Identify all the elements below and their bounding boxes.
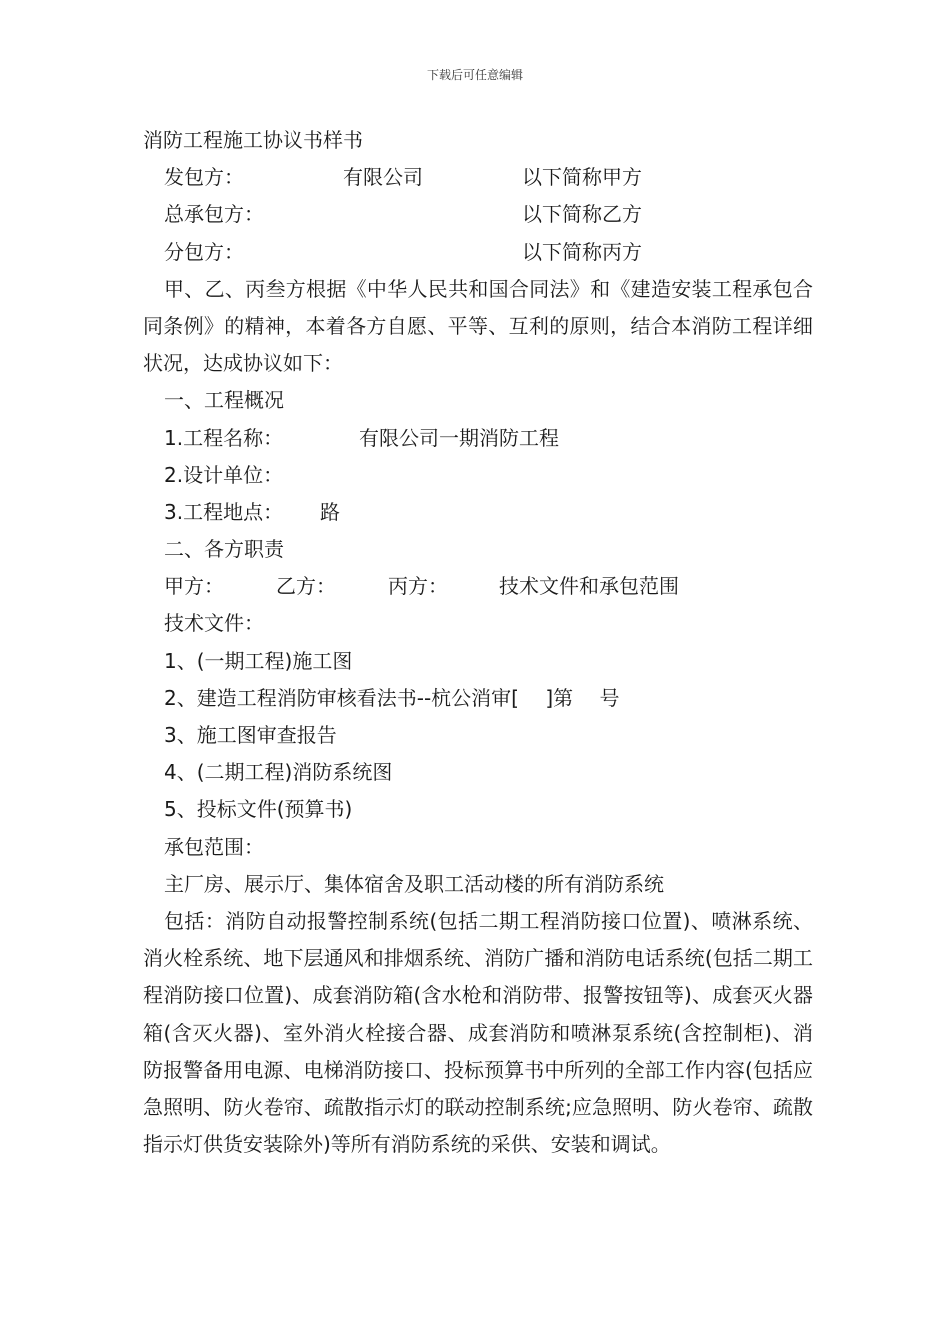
field-value: 有限公司一期消防工程 [359,425,559,450]
project-location-row [143,494,813,531]
field-value: 路 [320,499,340,524]
party-value: 有限公司 [343,165,423,190]
tech-doc-item: 1、(一期工程)施工图 [164,648,353,673]
party-alias: 以下简称甲方 [522,165,642,190]
party-label: 分包方： [164,239,244,264]
tech-docs-heading: 技术文件： [164,611,264,636]
document-body [143,122,813,1163]
field-label: 2.设计单位： [164,462,284,487]
party-c-label: 丙方： [388,574,448,599]
field-label: 1.工程名称： [164,425,284,450]
party-row-employer [143,159,813,196]
scope-heading: 承包范围： [164,834,264,859]
party-alias: 以下简称乙方 [522,202,642,227]
party-alias: 以下简称丙方 [522,239,642,264]
party-label: 总承包方： [164,202,264,227]
tech-scope-label: 技术文件和承包范围 [499,574,679,599]
section-heading: 一、工程概况 [164,388,284,413]
design-unit-row [143,457,813,494]
scope-detail-paragraph: 包括：消防自动报警控制系统(包括二期工程消防接口位置)、喷淋系统、消火栓系统、地下层通风和排烟系统、消防广播和消防电话系统(包括二期工程消防接口位置)、成套消防箱(含水枪和消防带、报警按钮等)、成套灭火器箱(含灭火器)、室外消火栓接合器、成套消防和喷淋泵系统(含控制柜)、消防报警备用电源、电梯消防接口、投标预算书中所列的全部工作内容(包括应急照明、防火卷帘、疏散指示灯的联动控制系统;应急照明、防火卷帘、疏散指示灯供货安装除外)等所有消防系统的采供、安装和调试。 [143,908,813,1157]
intro-paragraph: 甲、乙、丙叁方根据《中华人民共和国合同法》和《建造安装工程承包合同条例》的精神，本着各方自愿、平等、互利的原则，结合本消防工程详细状况，达成协议如下： [143,276,813,376]
party-a-label: 甲方： [164,574,224,599]
project-name-row [143,420,813,457]
party-row-subcontractor [143,234,813,271]
field-label: 3.工程地点： [164,499,284,524]
section-heading: 二、各方职责 [164,537,284,562]
document-title: 消防工程施工协议书样书 [143,128,363,152]
party-label: 发包方： [164,165,244,190]
responsibility-parties-row [143,568,813,605]
tech-doc-item: 4、(二期工程)消防系统图 [164,760,393,785]
tech-doc-item: 5、投标文件(预算书) [164,797,353,822]
party-row-contractor [143,196,813,233]
party-b-label: 乙方： [276,574,336,599]
tech-doc-item: 3、施工图审查报告 [164,723,337,748]
scope-main: 主厂房、展示厅、集体宿舍及职工活动楼的所有消防系统 [164,871,664,896]
tech-doc-item: 2、建造工程消防审核看法书--杭公消审[ ]第 号 [164,685,620,710]
page-header-note: 下载后可任意编辑 [426,68,523,82]
